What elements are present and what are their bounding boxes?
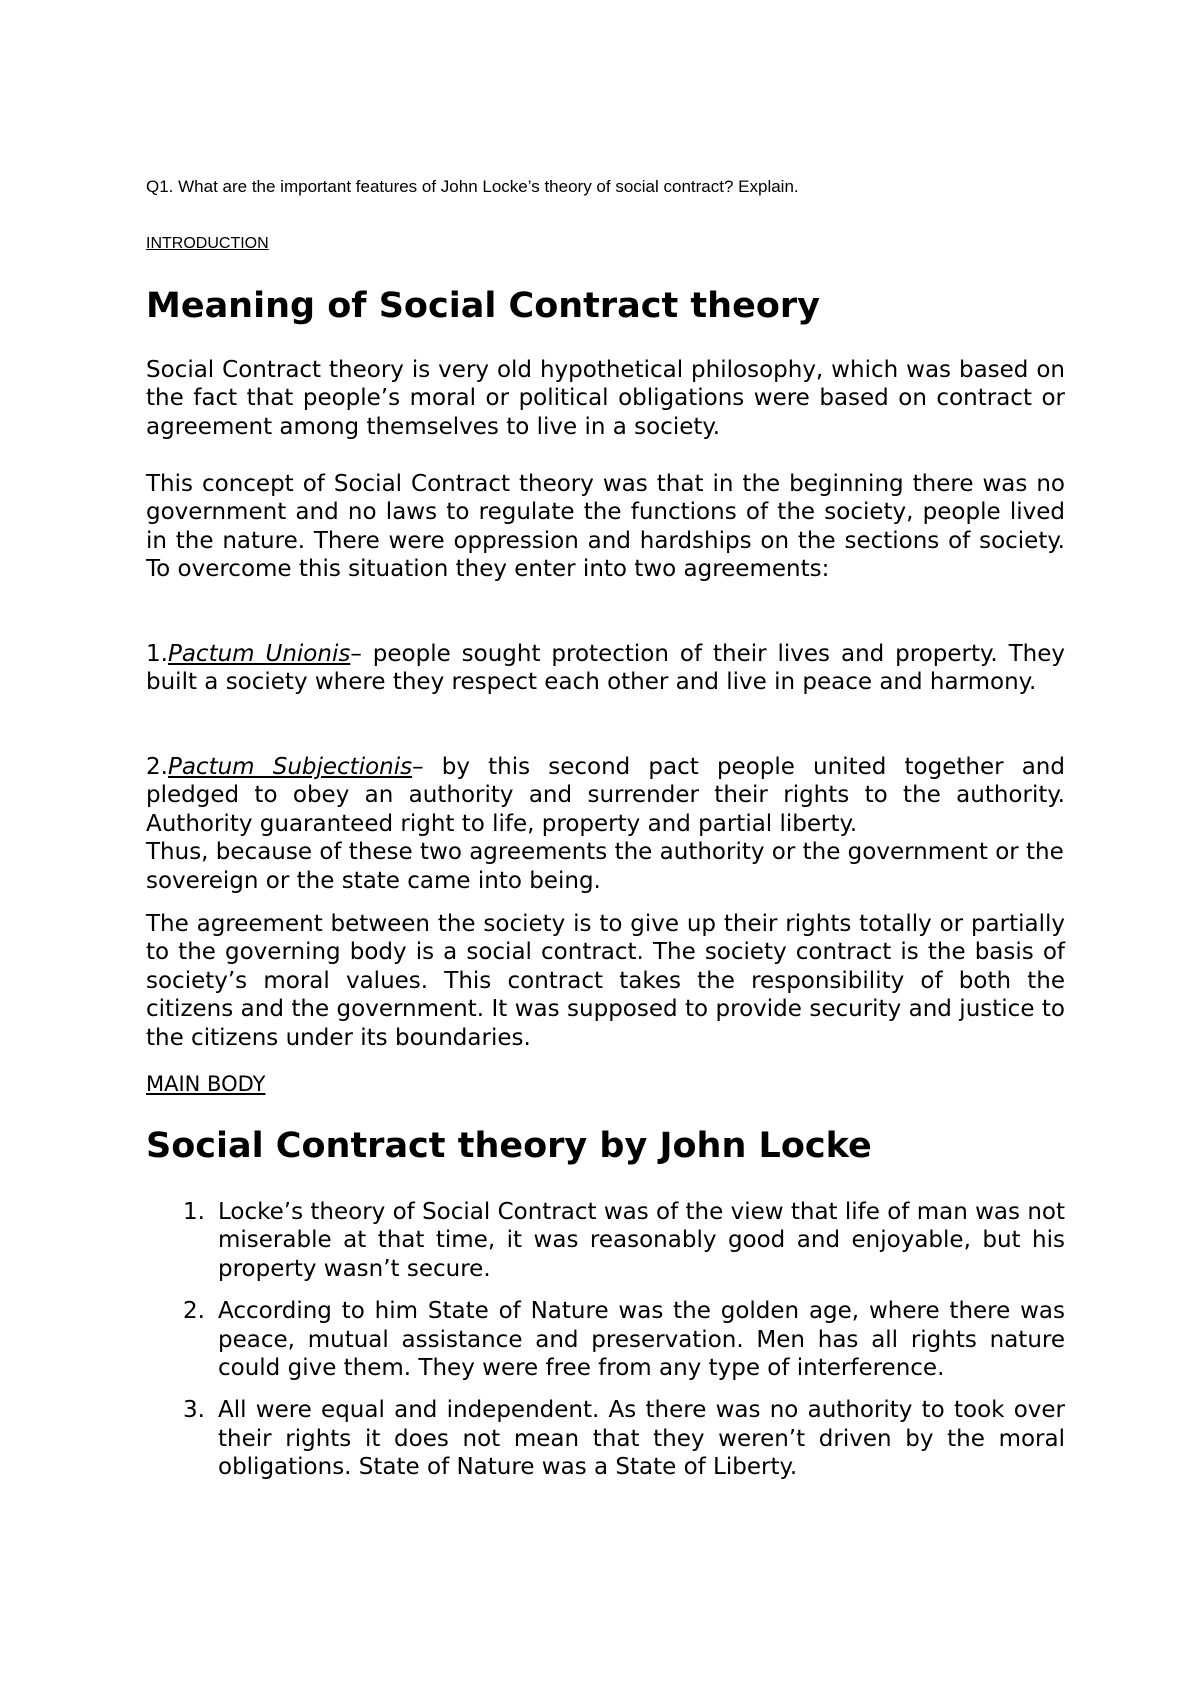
- list-text: Locke’s theory of Social Contract was of the view that life of man was not miserable at that time, it was reasonably good and enjoyable, but his property wasn’t secure.: [218, 1199, 1065, 1282]
- pact-name: Pactum Subjectionis: [167, 754, 413, 780]
- pact-conclusion: Thus, because of these two agreements the authority or the government or the sovereign or the state came into being.: [146, 839, 1064, 894]
- list-number: 1.: [183, 1199, 205, 1225]
- list-item: [146, 1396, 1065, 1481]
- pact-unionis-item: [146, 640, 1065, 697]
- list-number: 3.: [183, 1397, 205, 1424]
- list-item: [146, 1198, 1065, 1283]
- paragraph-text: Social Contract theory is very old hypothetical philosophy, which was based on the fact that people’s moral or political obligations were based on contract or agreement among themselves to live in a society.: [146, 357, 1065, 440]
- list-text: According to him State of Nature was the golden age, where there was peace, mutual assistance and preservation. Men has all rights nature could give them. They were free from any type of interference.: [218, 1298, 1065, 1382]
- pact-text: – by this second pact people united together and pledged to obey an authority and surrender their rights to the authority. Authority guaranteed right to life, property and partial liberty.: [146, 754, 1065, 837]
- paragraph-text: This concept of Social Contract theory was that in the beginning there was no government and no laws to regulate the functions of the society, people lived in the nature. There were oppression and hardships on the sections of society. To overcome this situation they enter into two agreements:: [146, 471, 1065, 583]
- pact-subjectionis-item: [146, 753, 1065, 895]
- pact-number: 1.: [146, 641, 168, 667]
- list-text: All were equal and independent. As there was no authority to took over their rights it does not mean that they weren’t driven by the moral obligations. State of Nature was a State of Liberty.: [218, 1397, 1065, 1481]
- paragraph-text: The agreement between the society is to give up their rights totally or partially to the governing body is a social contract. The society contract is the basis of society’s moral values. This contract takes the responsibility of both the citizens and the government. It was supposed to provide security and justice to the citizens under its boundaries.: [146, 911, 1065, 1051]
- heading-meaning-of-social-contract: Meaning of Social Contract theory: [146, 286, 820, 326]
- introduction-label: INTRODUCTION: [146, 235, 269, 252]
- list-item: [146, 1297, 1065, 1382]
- paragraph-agreement: [146, 910, 1065, 1052]
- locke-points-list: [146, 1198, 1065, 1496]
- heading-locke-theory: Social Contract theory by John Locke: [146, 1126, 872, 1166]
- pact-paragraph: [146, 640, 1065, 697]
- question-text: Q1. What are the important features of John Locke’s theory of social contract? Explain.: [146, 177, 799, 196]
- pact-text: – people sought protection of their lives and property. They built a society where they respect each other and live in peace and harmony.: [146, 641, 1065, 696]
- paragraph-definition: [146, 356, 1065, 441]
- pact-paragraph: [146, 753, 1065, 838]
- main-body-label: MAIN BODY: [146, 1072, 266, 1096]
- list-number: 2.: [183, 1298, 205, 1325]
- pact-number: 2.: [146, 754, 168, 780]
- paragraph-concept: [146, 470, 1065, 584]
- pact-name: Pactum Unionis: [167, 641, 351, 667]
